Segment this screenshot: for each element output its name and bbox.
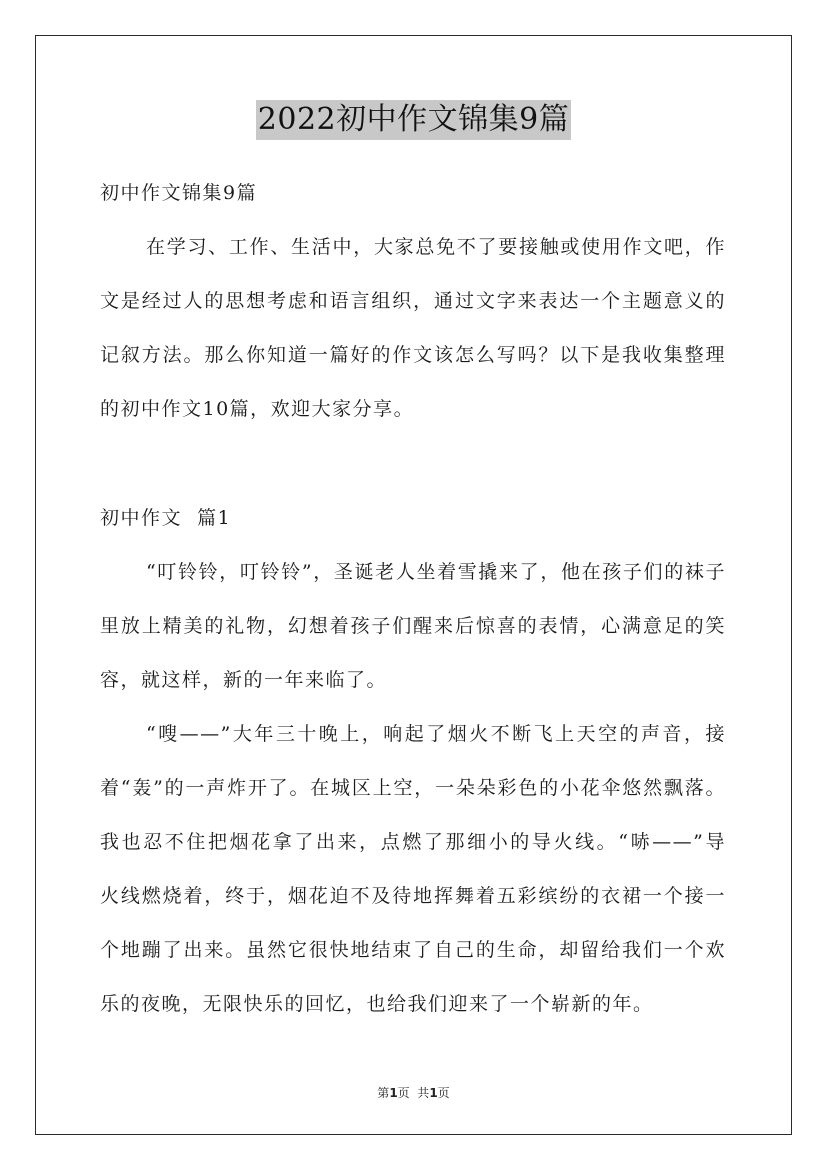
title-container xyxy=(0,100,827,140)
section-spacer xyxy=(100,446,726,501)
paragraph-line: 火线燃烧着，终于，烟花迫不及待地挥舞着五彩缤纷的衣裙一个接一 xyxy=(100,885,726,907)
document-subtitle: 初中作文锦集9篇 xyxy=(100,182,258,204)
footer-page-current: 1 xyxy=(389,1086,398,1100)
intro-paragraph xyxy=(100,230,726,446)
paragraph-line: “叮铃铃，叮铃铃”，圣诞老人坐着雪撬来了，他在孩子们的袜子 xyxy=(146,561,726,583)
page-footer xyxy=(0,1084,827,1101)
paragraph-line: 个地蹦了出来。虽然它很快地结束了自己的生命，却留给我们一个欢 xyxy=(100,939,726,961)
paragraph-line: 文是经过人的思想考虑和语言组织，通过文字来表达一个主题意义的 xyxy=(100,290,726,312)
paragraph-line: 着“轰”的一声炸开了。在城区上空，一朵朵彩色的小花伞悠然飘落。 xyxy=(100,777,726,799)
paragraph-line: 在学习、工作、生活中，大家总免不了要接触或使用作文吧，作 xyxy=(146,236,726,258)
footer-page-mid: 页 共 xyxy=(397,1086,430,1100)
paragraph-line: 乐的夜晚，无限快乐的回忆，也给我们迎来了一个崭新的年。 xyxy=(100,993,654,1015)
paragraph-line: 的初中作文10篇，欢迎大家分享。 xyxy=(100,398,415,420)
section-heading: 初中作文 篇1 xyxy=(100,507,232,529)
footer-page-suffix: 页 xyxy=(437,1086,450,1100)
paragraph-line: 记叙方法。那么你知道一篇好的作文该怎么写吗？以下是我收集整理 xyxy=(100,344,726,366)
document-title: 2022初中作文锦集9篇 xyxy=(256,100,571,140)
paragraph-line: 容，就这样，新的一年来临了。 xyxy=(100,669,388,691)
paragraph-line: 里放上精美的礼物，幻想着孩子们醒来后惊喜的表情，心满意足的笑 xyxy=(100,615,726,637)
document-body xyxy=(100,176,726,1041)
footer-page-prefix: 第 xyxy=(377,1086,390,1100)
essay-paragraph-2 xyxy=(100,717,726,1041)
paragraph-line: “嗖——”大年三十晚上，响起了烟火不断飞上天空的声音，接 xyxy=(146,723,726,745)
essay-paragraph-1 xyxy=(100,555,726,717)
paragraph-line: 我也忍不住把烟花拿了出来，点燃了那细小的导火线。“哧——”导 xyxy=(100,831,726,853)
footer-page-total: 1 xyxy=(429,1086,438,1100)
